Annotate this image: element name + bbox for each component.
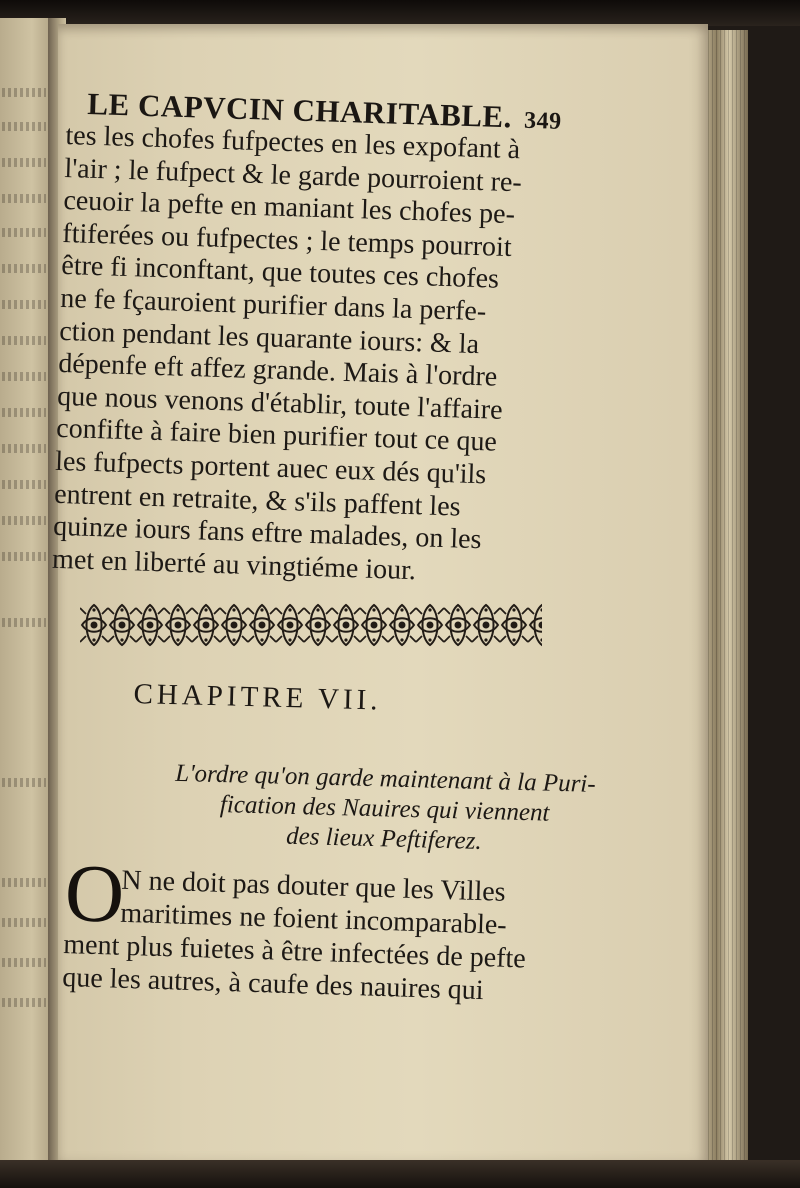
subtitle-line: L'ordre qu'on garde maintenant à la Puri- bbox=[175, 759, 596, 798]
text-line: dépenfe eft affez grande. Mais à l'ordre bbox=[57, 348, 498, 393]
text-line: être fi inconftant, que toutes ces chofes bbox=[60, 250, 500, 296]
text-line: ne fe fçauroient purifier dans la perfe- bbox=[59, 282, 487, 328]
opening-paragraph bbox=[61, 847, 706, 1014]
text-line: ment plus fuietes à être infectées de pefte bbox=[62, 928, 527, 975]
book-page bbox=[51, 24, 708, 1164]
text-line: N ne doit pas douter que les Villes bbox=[120, 864, 507, 908]
scan-top-shadow bbox=[0, 0, 800, 26]
chapter-subtitle bbox=[64, 756, 706, 863]
subtitle-line: des lieux Peftiferez. bbox=[285, 822, 483, 855]
text-line: confifte à faire bien purifier tout ce que bbox=[55, 413, 498, 459]
text-line: ftiferées ou fufpectes ; le temps pourroit bbox=[61, 217, 513, 263]
text-line: que nous venons d'établir, toute l'affaire bbox=[56, 380, 504, 426]
text-line: maritimes ne foient incomparable- bbox=[119, 897, 508, 941]
page-number: 349 bbox=[523, 107, 562, 135]
text-line: quinze iours fans eftre malades, on les bbox=[52, 510, 482, 556]
body-paragraph bbox=[52, 120, 706, 596]
text-line: ceuoir la pefte en maniant les chofes pe- bbox=[62, 185, 516, 231]
printers-ornament-band bbox=[80, 602, 542, 648]
running-head-title: LE CAPVCIN CHARITABLE. bbox=[86, 86, 513, 135]
text-line: met en liberté au vingtiéme iour. bbox=[51, 543, 417, 586]
text-line: ction pendant les quarante iours: & la bbox=[58, 315, 480, 360]
scan-bottom-shadow bbox=[0, 1160, 800, 1188]
subtitle-line: fication des Nauires qui viennent bbox=[219, 791, 550, 827]
text-line: entrent en retraite, & s'ils paffent les bbox=[53, 478, 462, 523]
text-line: que les autres, à caufe des nauires qui bbox=[61, 961, 485, 1007]
text-line: tes les chofes fufpectes en les expofant à bbox=[65, 120, 521, 166]
text-line: l'air ; le fufpect & le garde pourroient re- bbox=[64, 152, 523, 198]
text-line: les fufpects portent auec eux dés qu'ils bbox=[54, 445, 487, 491]
chapter-heading: CHAPITRE VII. bbox=[133, 678, 382, 717]
drop-cap: O bbox=[63, 847, 126, 940]
